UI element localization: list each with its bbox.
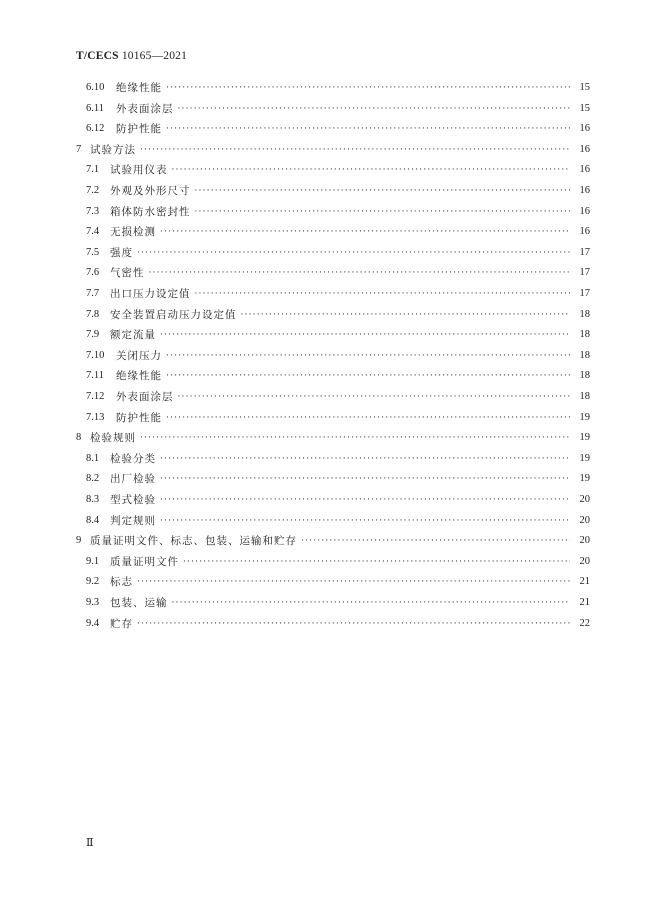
toc-entry-number: 9.4 (86, 617, 100, 629)
toc-entry-page: 16 (579, 226, 590, 238)
document-header (76, 50, 187, 62)
toc-entry[interactable] (86, 80, 590, 96)
toc-entry[interactable] (86, 574, 590, 590)
toc-dot-leader (195, 204, 571, 220)
toc-dot-leader (166, 121, 570, 137)
toc-dot-leader (178, 101, 571, 117)
toc-entry[interactable] (86, 368, 590, 384)
toc-entry-page: 20 (579, 555, 590, 567)
standard-code-prefix: T/CECS (76, 50, 119, 62)
toc-entry[interactable] (76, 430, 590, 446)
toc-entry[interactable] (86, 162, 590, 178)
toc-entry-page: 22 (579, 617, 590, 629)
toc-entry-page: 20 (579, 494, 590, 505)
toc-entry-number: 8.2 (86, 473, 100, 485)
toc-entry[interactable] (86, 245, 590, 261)
toc-dot-leader (160, 224, 570, 240)
toc-entry-title: 检验规则 (90, 432, 136, 445)
standard-code-number: 10165—2021 (121, 50, 188, 62)
toc-entry-title: 外表面涂层 (116, 391, 174, 403)
toc-entry-number: 8.3 (86, 494, 100, 505)
toc-entry-page: 19 (579, 411, 590, 423)
toc-entry[interactable] (86, 183, 590, 199)
toc-entry[interactable] (86, 410, 590, 426)
toc-entry-page: 20 (579, 514, 590, 526)
toc-dot-leader (137, 616, 570, 632)
toc-entry-page: 16 (579, 164, 590, 176)
toc-entry-number: 9.3 (86, 597, 100, 608)
toc-entry-number: 7.7 (86, 288, 100, 299)
toc-entry-title: 气密性 (110, 267, 145, 280)
toc-entry-number: 7.13 (86, 411, 105, 423)
toc-dot-leader (166, 80, 570, 96)
toc-dot-leader (160, 327, 570, 343)
toc-dot-leader (183, 554, 570, 570)
toc-entry[interactable] (86, 327, 590, 343)
toc-entry-number: 6.12 (86, 123, 105, 135)
toc-entry-number: 7.1 (86, 164, 100, 176)
toc-dot-leader (160, 513, 570, 529)
toc-entry-title: 额定流量 (110, 329, 156, 342)
toc-entry[interactable] (76, 142, 590, 158)
toc-entry-title: 安全装置启动压力设定值 (110, 308, 237, 321)
toc-entry-number: 7 (76, 143, 82, 155)
toc-entry[interactable] (86, 389, 590, 405)
toc-entry-page: 16 (579, 205, 590, 217)
toc-entry-title: 试验用仪表 (110, 164, 168, 177)
toc-dot-leader (149, 265, 571, 281)
toc-entry-title: 绝缘性能 (116, 82, 162, 94)
toc-entry-title: 检验分类 (110, 452, 156, 465)
toc-entry-title: 标志 (110, 576, 133, 589)
toc-entry-title: 型式检验 (110, 494, 156, 506)
toc-entry[interactable] (86, 101, 590, 117)
toc-dot-leader (140, 430, 570, 446)
toc-dot-leader (166, 368, 570, 384)
toc-entry-title: 箱体防水密封性 (110, 205, 191, 218)
toc-entry-title: 质量证明文件、标志、包装、运输和贮存 (90, 535, 297, 548)
toc-entry-page: 21 (579, 597, 590, 608)
toc-entry-title: 无损检测 (110, 226, 156, 239)
toc-dot-leader (172, 595, 571, 611)
toc-entry-title: 外观及外形尺寸 (110, 185, 191, 197)
toc-entry[interactable] (86, 204, 590, 220)
toc-entry-page: 15 (579, 102, 590, 114)
toc-entry-page: 16 (579, 123, 590, 135)
toc-entry-page: 17 (579, 288, 590, 299)
toc-entry-page: 19 (579, 432, 590, 444)
toc-dot-leader (172, 162, 571, 178)
toc-entry-title: 关闭压力 (116, 349, 162, 362)
toc-entry-title: 出厂检验 (110, 473, 156, 486)
toc-entry-title: 防护性能 (116, 123, 162, 136)
toc-entry-number: 7.12 (86, 391, 105, 402)
toc-entry-page: 19 (579, 452, 590, 464)
toc-entry-page: 18 (579, 349, 590, 361)
toc-entry[interactable] (86, 307, 590, 323)
toc-dot-leader (166, 410, 570, 426)
toc-entry-number: 7.6 (86, 267, 100, 279)
toc-entry-number: 8.4 (86, 514, 100, 526)
toc-dot-leader (241, 307, 571, 323)
toc-entry-number: 9.1 (86, 555, 100, 567)
toc-entry-page: 18 (579, 329, 590, 341)
toc-entry-number: 9 (76, 535, 82, 547)
toc-entry-page: 19 (579, 473, 590, 485)
toc-entry-page: 16 (579, 185, 590, 196)
toc-dot-leader (195, 183, 571, 199)
toc-dot-leader (160, 492, 570, 508)
toc-entry-number: 9.2 (86, 576, 100, 588)
toc-entry-title: 包装、运输 (110, 597, 168, 609)
toc-dot-leader (160, 471, 570, 487)
toc-entry-title: 质量证明文件 (110, 555, 179, 568)
toc-entry[interactable] (86, 492, 590, 508)
toc-entry-number: 6.11 (86, 102, 104, 114)
toc-dot-leader (137, 574, 570, 590)
toc-entry[interactable] (86, 595, 590, 611)
toc-entry-title: 防护性能 (116, 411, 162, 424)
toc-dot-leader (195, 286, 571, 302)
toc-dot-leader (137, 245, 570, 261)
toc-entry-title: 外表面涂层 (116, 102, 174, 115)
toc-entry-title: 出口压力设定值 (110, 288, 191, 300)
toc-entry-number: 7.8 (86, 308, 100, 320)
toc-dot-leader (140, 142, 570, 158)
toc-entry-number: 6.10 (86, 82, 105, 93)
toc-dot-leader (160, 451, 570, 467)
toc-entry[interactable] (86, 451, 590, 467)
toc-entry-page: 15 (579, 82, 590, 93)
toc-dot-leader (178, 389, 571, 405)
toc-entry[interactable] (86, 471, 590, 487)
toc-dot-leader (301, 533, 570, 549)
toc-entry[interactable] (86, 616, 590, 632)
toc-entry[interactable] (76, 533, 590, 549)
toc-entry-number: 8 (76, 432, 82, 444)
toc-entry-page: 16 (579, 143, 590, 155)
toc-entry[interactable] (86, 224, 590, 240)
toc-entry-page: 21 (579, 576, 590, 588)
toc-entry-page: 20 (579, 535, 590, 547)
toc-entry-number: 7.9 (86, 329, 100, 341)
page-number-roman: Ⅱ (86, 837, 94, 849)
toc-entry-page: 18 (579, 370, 590, 382)
toc-entry-title: 贮存 (110, 617, 133, 630)
toc-entry-number: 7.10 (86, 349, 105, 361)
toc-entry-number: 8.1 (86, 452, 100, 464)
toc-entry-number: 7.4 (86, 226, 100, 238)
toc-entry-page: 18 (579, 391, 590, 402)
toc-entry[interactable] (86, 121, 590, 137)
toc-entry[interactable] (86, 513, 590, 529)
toc-entry-page: 17 (579, 267, 590, 279)
toc-entry[interactable] (86, 265, 590, 281)
toc-entry-number: 7.11 (86, 370, 104, 382)
toc-entry-title: 试验方法 (90, 143, 136, 156)
toc-entry-title: 判定规则 (110, 514, 156, 527)
toc-entry-number: 7.5 (86, 246, 100, 258)
toc-entry[interactable] (86, 286, 590, 302)
toc-entry-page: 18 (579, 308, 590, 320)
toc-entry-number: 7.3 (86, 205, 100, 217)
toc-entry-title: 强度 (110, 246, 133, 259)
toc-dot-leader (166, 348, 570, 364)
toc-entry[interactable] (86, 348, 590, 364)
toc-entry-number: 7.2 (86, 185, 100, 196)
toc-entry-page: 17 (579, 246, 590, 258)
toc-entry-title: 绝缘性能 (116, 370, 162, 383)
toc-entry[interactable] (86, 554, 590, 570)
